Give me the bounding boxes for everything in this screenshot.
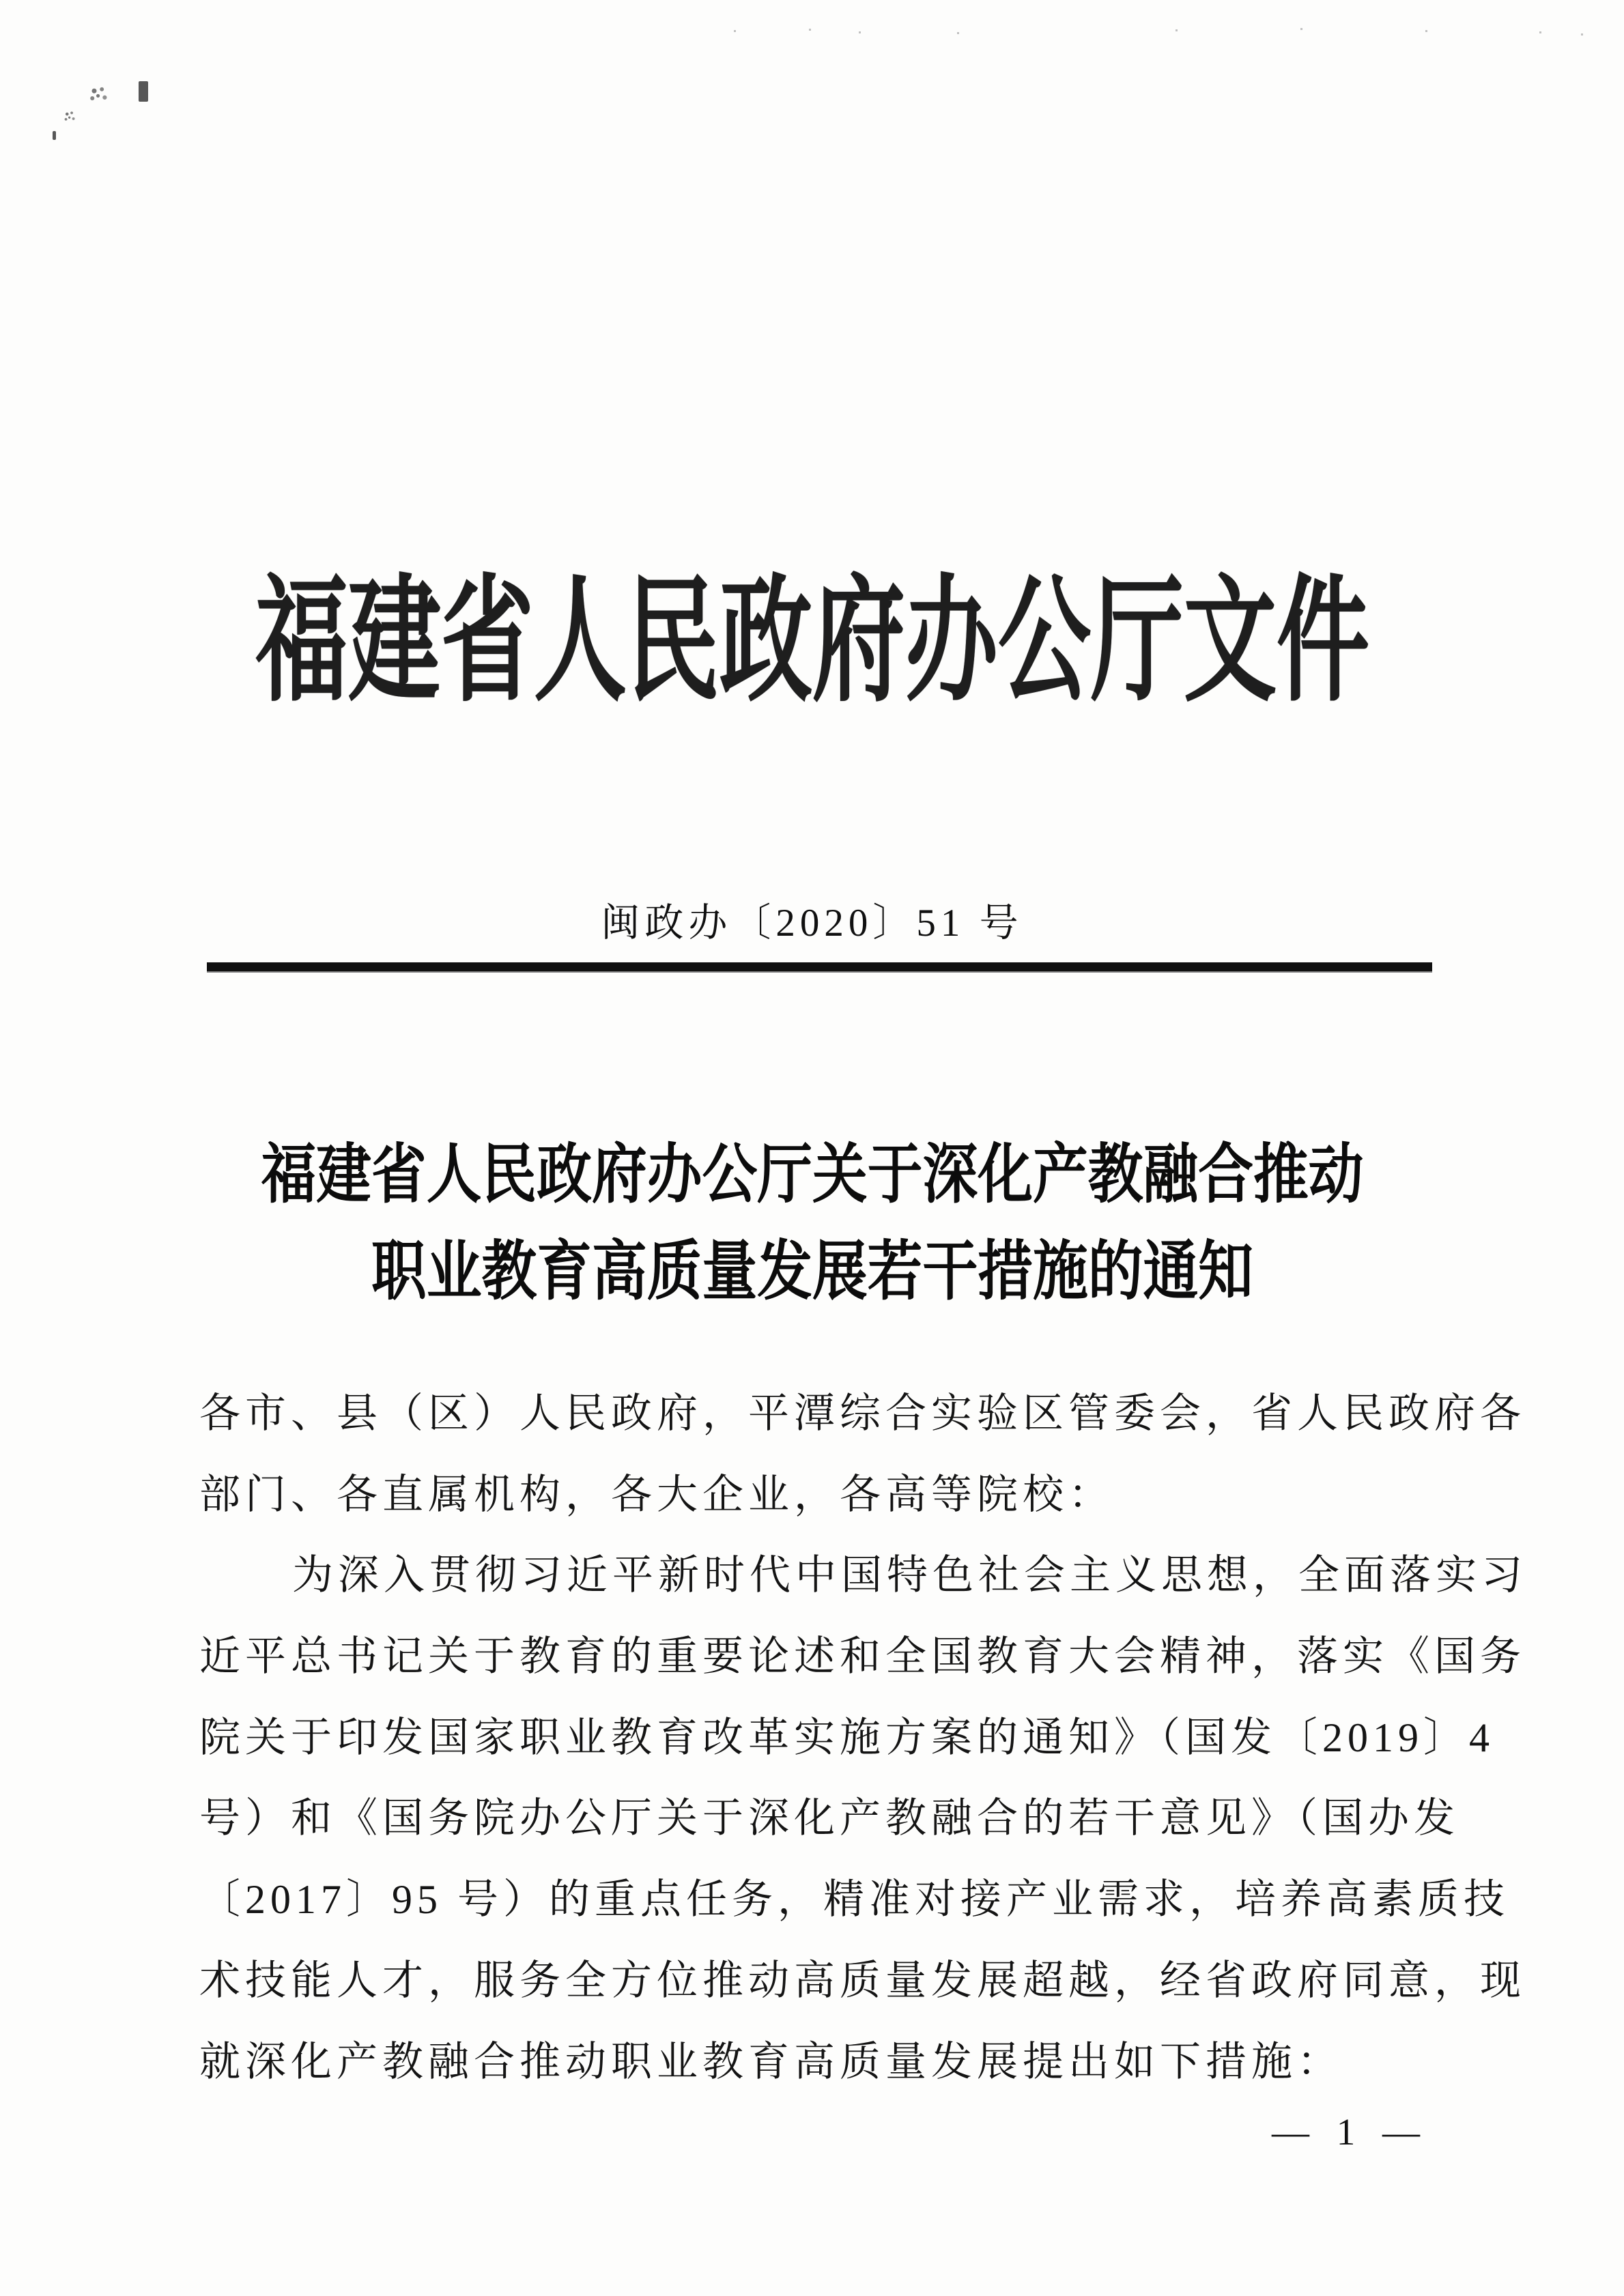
masthead-title: 福建省人民政府办公厅文件 [255, 567, 1369, 718]
body-line: 术技能人才，服务全方位推动高质量发展超越，经省政府同意，现 [199, 1957, 1526, 2003]
body-line: 院关于印发国家职业教育改革实施方案的通知》（国发〔2019〕4 [199, 1714, 1494, 1760]
scan-speck [139, 81, 148, 102]
body-line: 各市、县（区）人民政府，平潭综合实验区管委会，省人民政府各 [199, 1391, 1526, 1436]
scan-speck [64, 111, 76, 122]
scan-speck [809, 29, 811, 31]
document-number: 闽政办〔2020〕51 号 [601, 902, 1023, 945]
body-line: 部门、各直属机构，各大企业，各高等院校： [199, 1472, 1114, 1517]
masthead [0, 567, 1624, 718]
scan-speck [89, 86, 109, 102]
scan-speck [859, 31, 861, 33]
page-number: — 1 — [1272, 2111, 1423, 2153]
body-line: 为深入贯彻习近平新时代中国特色社会主义思想，全面落实习 [292, 1553, 1527, 1598]
scan-speck [1425, 30, 1427, 32]
scan-speck [1176, 29, 1178, 31]
document-title-line2: 职业教育高质量发展若干措施的通知 [371, 1235, 1253, 1308]
scan-speck [1539, 31, 1541, 33]
scan-speck [957, 32, 959, 34]
body-line: 近平总书记关于教育的重要论述和全国教育大会精神，落实《国务 [199, 1634, 1526, 1680]
body-line: 就深化产教融合推动职业教育高质量发展提出如下措施： [199, 2039, 1343, 2084]
body-line: 〔2017〕95 号）的重点任务，精准对接产业需求，培养高素质技 [199, 1877, 1509, 1923]
scan-speck [53, 131, 56, 140]
scan-speck [1300, 28, 1302, 30]
document-title-line1: 福建省人民政府办公厅关于深化产教融合推动 [260, 1138, 1364, 1211]
scan-speck [1581, 33, 1583, 35]
scan-speck [734, 30, 736, 32]
body-text [199, 1373, 1527, 2102]
separator-rule [207, 962, 1432, 971]
body-line: 号）和《国务院办公厅关于深化产教融合的若干意见》（国办发 [199, 1796, 1459, 1841]
